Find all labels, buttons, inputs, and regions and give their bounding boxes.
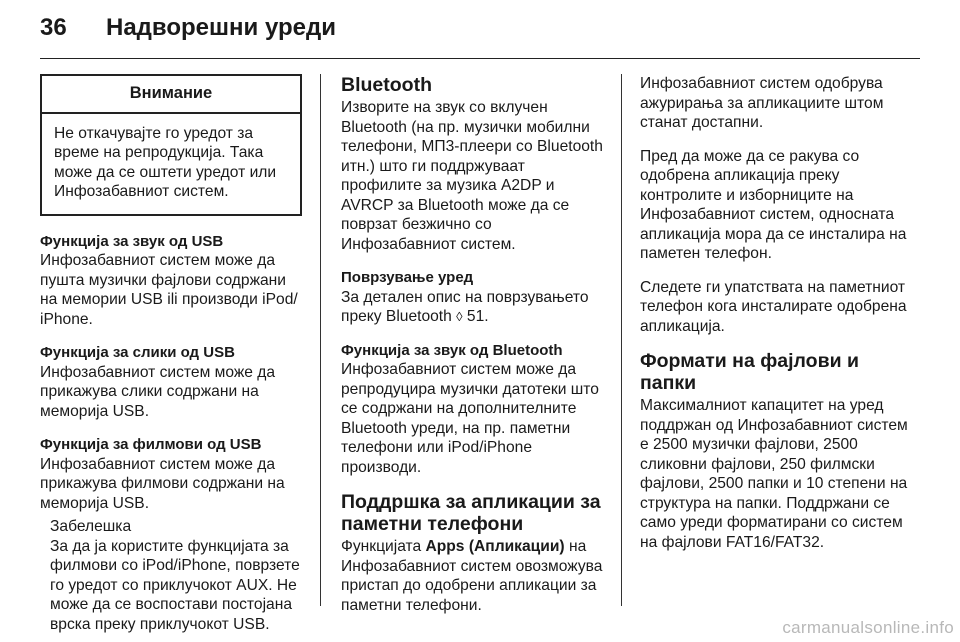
bt-audio-heading: Функција за звук од Bluetooth (341, 341, 563, 359)
connect-text: За детален опис на поврзувањето преку Bluetooth (341, 288, 589, 325)
notice-text: Не откачувајте го уредот за време на репродукција. Така може да се оштети уредот или Инфозабавниот систем. (54, 124, 277, 200)
apps-menu-name: Apps (Апликации) (425, 538, 565, 555)
usb-movies-text: Инфозабавниот систем може да прикажува филмови содржани на меморија USB. (40, 455, 285, 512)
formats-section (640, 350, 908, 552)
notice-title: Внимание (42, 76, 300, 114)
usb-movies-section (40, 435, 302, 513)
apps-text-before: Функцијата (341, 538, 426, 555)
page-ref[interactable]: 51. (462, 308, 489, 325)
watermark: carmanualsonline.info (782, 618, 954, 637)
header-rule (40, 58, 920, 59)
usb-images-heading: Функција за слики од USB (40, 344, 235, 361)
column-middle (341, 74, 609, 629)
bt-audio-section (341, 341, 609, 478)
page-ref-arrow-icon: ◊ (456, 309, 463, 324)
connect-heading: Поврзување уред (341, 269, 474, 286)
column-right (640, 74, 908, 566)
note-block (40, 517, 302, 634)
usb-audio-heading: Функција за звук од USB (40, 232, 224, 250)
page-header (40, 14, 336, 46)
column-divider (621, 74, 622, 606)
column-divider (320, 74, 321, 606)
usb-images-section (40, 343, 302, 421)
usb-audio-section (40, 232, 302, 330)
note-text: За да ја користите функцијата за филмови со iPod/iPhone, поврзете го уредот со приклучокот AUX. Не може да се воспостави постојана врска преку приклучокот USB. (50, 537, 300, 633)
formats-heading: Формати на фајлови и папки (640, 350, 859, 394)
apps-section (341, 491, 609, 615)
apps-updates-paragraph: Инфозабавниот систем одобрува ажурирања за апликациите штом станат достапни. (640, 75, 884, 131)
apps-instructions-paragraph: Следете ги упатствата на паметниот телефон кога инсталирате одобрена апликација. (640, 278, 907, 335)
bluetooth-text: Изворите на звук со вклучен Bluetooth (на пр. музички мобилни телефони, МП3-плеери со Bluetooth итн.) што ги поддржуваат профилите за музика A2DP и AVRCP за Bluetooth може да се поврзат безжично со Инфозабавниот систем. (341, 99, 603, 253)
apps-text-after: на Инфозабавниот систем овозможува пристап до одобрени апликации за паметни телефони. (341, 538, 603, 614)
note-title: Забелешка (50, 518, 132, 535)
column-left (40, 74, 302, 634)
usb-images-text: Инфозабавниот систем може да прикажува слики содржани на меморија USB. (40, 363, 276, 420)
formats-text: Максималниот капацитет на уред поддржан од Инфозабавниот систем е 2500 музички фајлови, 2500 сликовни фајлови, 250 филмски фајлови, 2500 папки и 10 степени на структура на папки. Поддржани се само уреди форматирани со систем на фајлови FAT16/FAT32. (640, 397, 908, 551)
notice-box (40, 74, 302, 216)
apps-install-paragraph: Пред да може да се ракува со одобрена апликација преку контролите и изборниците на Инфозабавниот систем, односната апликација мора да се инсталира на паметен телефон. (640, 147, 907, 262)
usb-movies-heading: Функција за филмови од USB (40, 436, 262, 453)
page-number: 36 (40, 14, 67, 41)
connect-section (341, 268, 609, 327)
usb-audio-text: Инфозабавниот систем може да пушта музички фајлови содржани на мемории USB ili производи iPod/ iPhone. (40, 252, 298, 328)
bluetooth-heading: Bluetooth (341, 74, 432, 96)
page-title: Надворешни уреди (106, 14, 336, 41)
bt-audio-text: Инфозабавниот систем може да репродуцира музички датотеки што се содржани на дополнителните Bluetooth уреди, на пр. паметни телефони или iPod/iPhone производи. (341, 361, 599, 476)
bluetooth-section (341, 74, 609, 254)
apps-heading: Поддршка за апликации за паметни телефони (341, 491, 601, 535)
